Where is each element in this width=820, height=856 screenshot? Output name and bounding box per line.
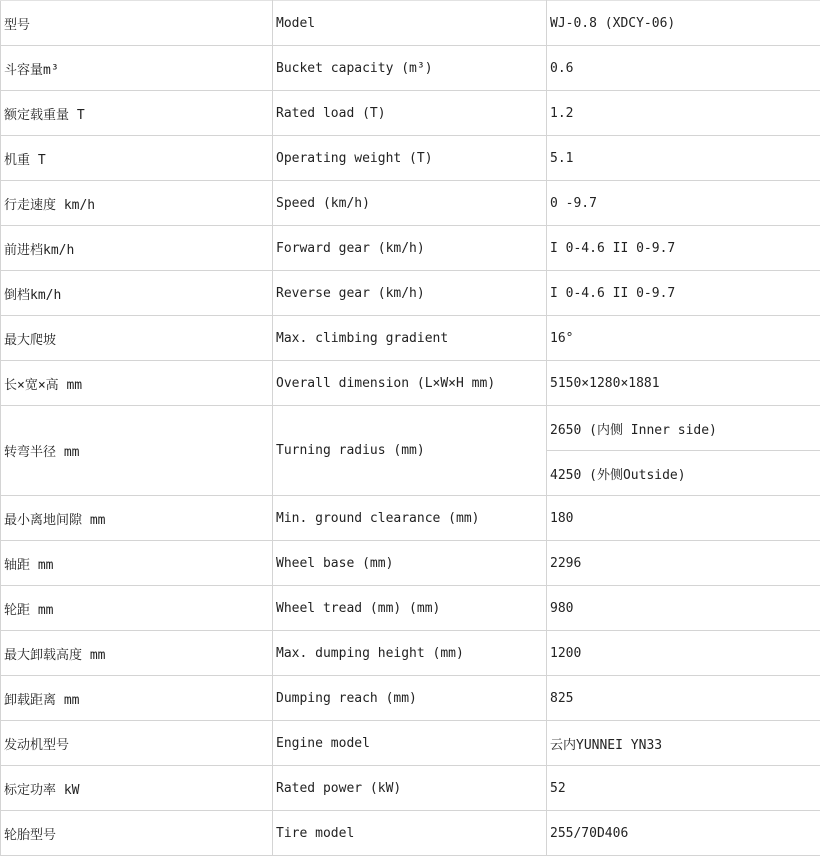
spec-value: 825 bbox=[547, 676, 820, 721]
label-cn: 轮胎型号 bbox=[1, 811, 273, 856]
label-en: Rated power (kW) bbox=[273, 766, 547, 811]
label-en: Wheel tread (mm) (mm) bbox=[273, 586, 547, 631]
label-cn: 发动机型号 bbox=[1, 721, 273, 766]
spec-value: I 0-4.6 II 0-9.7 bbox=[547, 271, 820, 316]
table-row bbox=[1, 226, 820, 271]
label-cn: 机重 T bbox=[1, 136, 273, 181]
table-row bbox=[1, 1, 820, 46]
label-cn: 行走速度 km/h bbox=[1, 181, 273, 226]
spec-value: 255/70D406 bbox=[547, 811, 820, 856]
spec-value: 52 bbox=[547, 766, 820, 811]
label-en: Model bbox=[273, 1, 547, 46]
label-en: Turning radius (mm) bbox=[273, 406, 547, 496]
spec-value: 4250 (外侧Outside) bbox=[547, 451, 820, 496]
table-row bbox=[1, 676, 820, 721]
table-row bbox=[1, 316, 820, 361]
label-en: Bucket capacity (m³) bbox=[273, 46, 547, 91]
label-cn: 卸载距离 mm bbox=[1, 676, 273, 721]
spec-value: 180 bbox=[547, 496, 820, 541]
label-cn: 最大卸载高度 mm bbox=[1, 631, 273, 676]
table-row bbox=[1, 766, 820, 811]
label-cn: 前进档km/h bbox=[1, 226, 273, 271]
table-row bbox=[1, 271, 820, 316]
table-row bbox=[1, 496, 820, 541]
table-row bbox=[1, 361, 820, 406]
label-cn: 额定载重量 T bbox=[1, 91, 273, 136]
spec-value: 5.1 bbox=[547, 136, 820, 181]
spec-value: I 0-4.6 II 0-9.7 bbox=[547, 226, 820, 271]
label-en: Wheel base (mm) bbox=[273, 541, 547, 586]
table-row bbox=[1, 586, 820, 631]
label-cn: 最小离地间隙 mm bbox=[1, 496, 273, 541]
label-cn: 最大爬坡 bbox=[1, 316, 273, 361]
label-en: Dumping reach (mm) bbox=[273, 676, 547, 721]
spec-value: 1200 bbox=[547, 631, 820, 676]
label-en: Max. dumping height (mm) bbox=[273, 631, 547, 676]
label-en: Engine model bbox=[273, 721, 547, 766]
spec-value: 16° bbox=[547, 316, 820, 361]
label-en: Reverse gear (km/h) bbox=[273, 271, 547, 316]
label-cn: 轴距 mm bbox=[1, 541, 273, 586]
table-row bbox=[1, 811, 820, 856]
label-en: Overall dimension (L×W×H mm) bbox=[273, 361, 547, 406]
label-cn: 倒档km/h bbox=[1, 271, 273, 316]
label-cn: 标定功率 kW bbox=[1, 766, 273, 811]
table-row bbox=[1, 136, 820, 181]
table-row bbox=[1, 91, 820, 136]
label-cn: 型号 bbox=[1, 1, 273, 46]
spec-value: 2296 bbox=[547, 541, 820, 586]
spec-value: 2650 (内侧 Inner side) bbox=[547, 406, 820, 451]
label-cn: 斗容量m³ bbox=[1, 46, 273, 91]
label-en: Speed (km/h) bbox=[273, 181, 547, 226]
spec-value: 0.6 bbox=[547, 46, 820, 91]
label-cn: 转弯半径 mm bbox=[1, 406, 273, 496]
table-row bbox=[1, 46, 820, 91]
label-en: Forward gear (km/h) bbox=[273, 226, 547, 271]
spec-value: 1.2 bbox=[547, 91, 820, 136]
label-en: Max. climbing gradient bbox=[273, 316, 547, 361]
table-row bbox=[1, 721, 820, 766]
table-row bbox=[1, 541, 820, 586]
label-cn: 长×宽×高 mm bbox=[1, 361, 273, 406]
spec-value: WJ-0.8 (XDCY-06) bbox=[547, 1, 820, 46]
table-row bbox=[1, 181, 820, 226]
label-en: Operating weight (T) bbox=[273, 136, 547, 181]
table-row bbox=[1, 406, 820, 451]
label-en: Min. ground clearance (mm) bbox=[273, 496, 547, 541]
label-en: Rated load (T) bbox=[273, 91, 547, 136]
spec-value: 0 -9.7 bbox=[547, 181, 820, 226]
table-row bbox=[1, 631, 820, 676]
spec-value: 980 bbox=[547, 586, 820, 631]
label-cn: 轮距 mm bbox=[1, 586, 273, 631]
label-en: Tire model bbox=[273, 811, 547, 856]
spec-value: 云内YUNNEI YN33 bbox=[547, 721, 820, 766]
spec-value: 5150×1280×1881 bbox=[547, 361, 820, 406]
